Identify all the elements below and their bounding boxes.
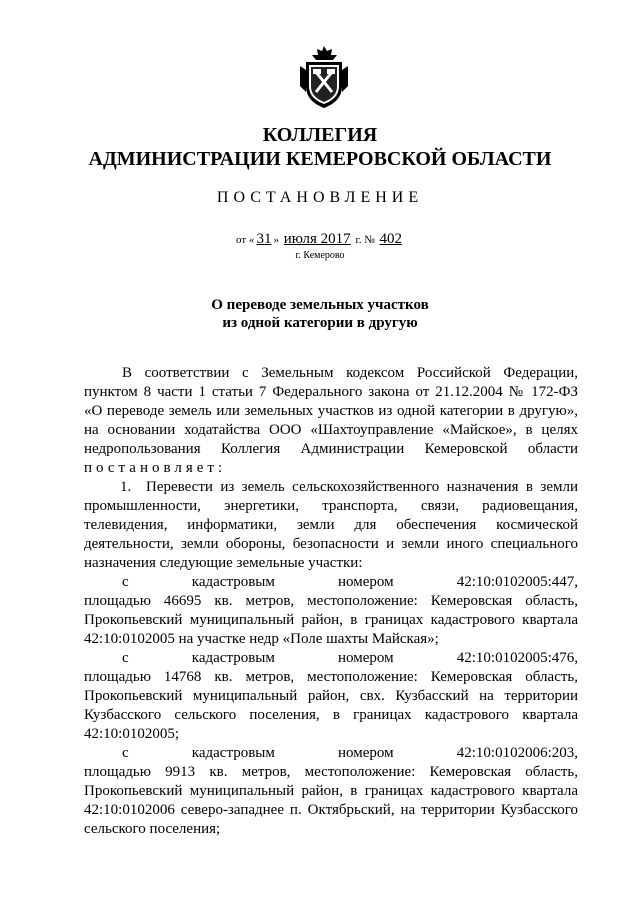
org-title-line1: КОЛЛЕГИЯ <box>262 124 378 146</box>
org-title-line2: АДМИНИСТРАЦИИ КЕМЕРОВСКОЙ ОБЛАСТИ <box>88 148 552 170</box>
subject-line2: из одной категории в другую <box>222 315 418 331</box>
subject-line1: О переводе земельных участков <box>211 297 429 313</box>
parcel-3-text: площадью 9913 кв. метров, местоположение: Кемеровская область, Прокопьевский муниципальный район, в границах кадастрового квартала 42:10:0102006 северо-западнее п. Октябрьский, на территории Кузбасского сельского поселения; <box>84 764 578 837</box>
preamble-line5: недропользования Коллегия Администрации Кемеровской области <box>84 441 578 457</box>
preamble-line1: В соответствии с Земельным кодексом Российской Федерации, <box>122 365 578 381</box>
parcel-1-text: площадью 46695 кв. метров, местоположение: Кемеровская область, Прокопьевский муниципальный район, в границах кадастрового квартала 42:10:0102005 на участке недр «Поле шахты Майская»; <box>84 593 578 647</box>
document-body <box>84 364 578 839</box>
document-type: ПОСТАНОВЛЕНИЕ <box>216 189 424 206</box>
parcel-3-head: с кадастровым номером 42:10:0102006:203, <box>122 745 578 761</box>
preamble-line4: на основании ходатайства ООО «Шахтоуправление «Майское», в целях <box>84 422 578 438</box>
city: г. Кемерово <box>295 250 345 261</box>
parcel-1-head: с кадастровым номером 42:10:0102005:447, <box>122 574 578 590</box>
coat-of-arms-icon <box>296 42 352 112</box>
date-mid: » <box>273 234 279 246</box>
number-label: № <box>364 234 375 246</box>
date-month-year: июля 2017 <box>283 231 351 247</box>
parcel-2-head: с кадастровым номером 42:10:0102005:476, <box>122 650 578 666</box>
document-subject <box>0 296 640 332</box>
date-year-suffix: г. <box>355 234 362 246</box>
item-1-first-text: Перевести из земель сельскохозяйственного назначения в земли <box>146 479 578 495</box>
item-1-number: 1. <box>120 479 132 495</box>
document-number: 402 <box>379 231 402 247</box>
date-prefix: от « <box>236 234 255 246</box>
parcel-2-text: площадью 14768 кв. метров, местоположение: Кемеровская область, Прокопьевский муниципальный район, свх. Кузбасский на территории Кузбасского сельского поселения, в границах кадастрового квартала 42:10:0102005; <box>84 669 578 742</box>
item-1-first-line <box>84 478 578 497</box>
item-1-text: промышленности, энергетики, транспорта, связи, радиовещания, телевидения, информатики, земли для обеспечения космической деятельности, земли обороны, безопасности и земли иного специального назначения следующие земельные участки: <box>84 498 578 571</box>
preamble-line3: «О переводе земель или земельных участков из одной категории в другую», <box>84 403 578 419</box>
date-day: 31 <box>256 231 272 247</box>
date-number-line <box>0 230 640 249</box>
decrees-word: постановляет: <box>84 460 227 476</box>
preamble-line2: пунктом 8 части 1 статьи 7 Федерального закона от 21.12.2004 № 172-ФЗ <box>84 384 578 400</box>
